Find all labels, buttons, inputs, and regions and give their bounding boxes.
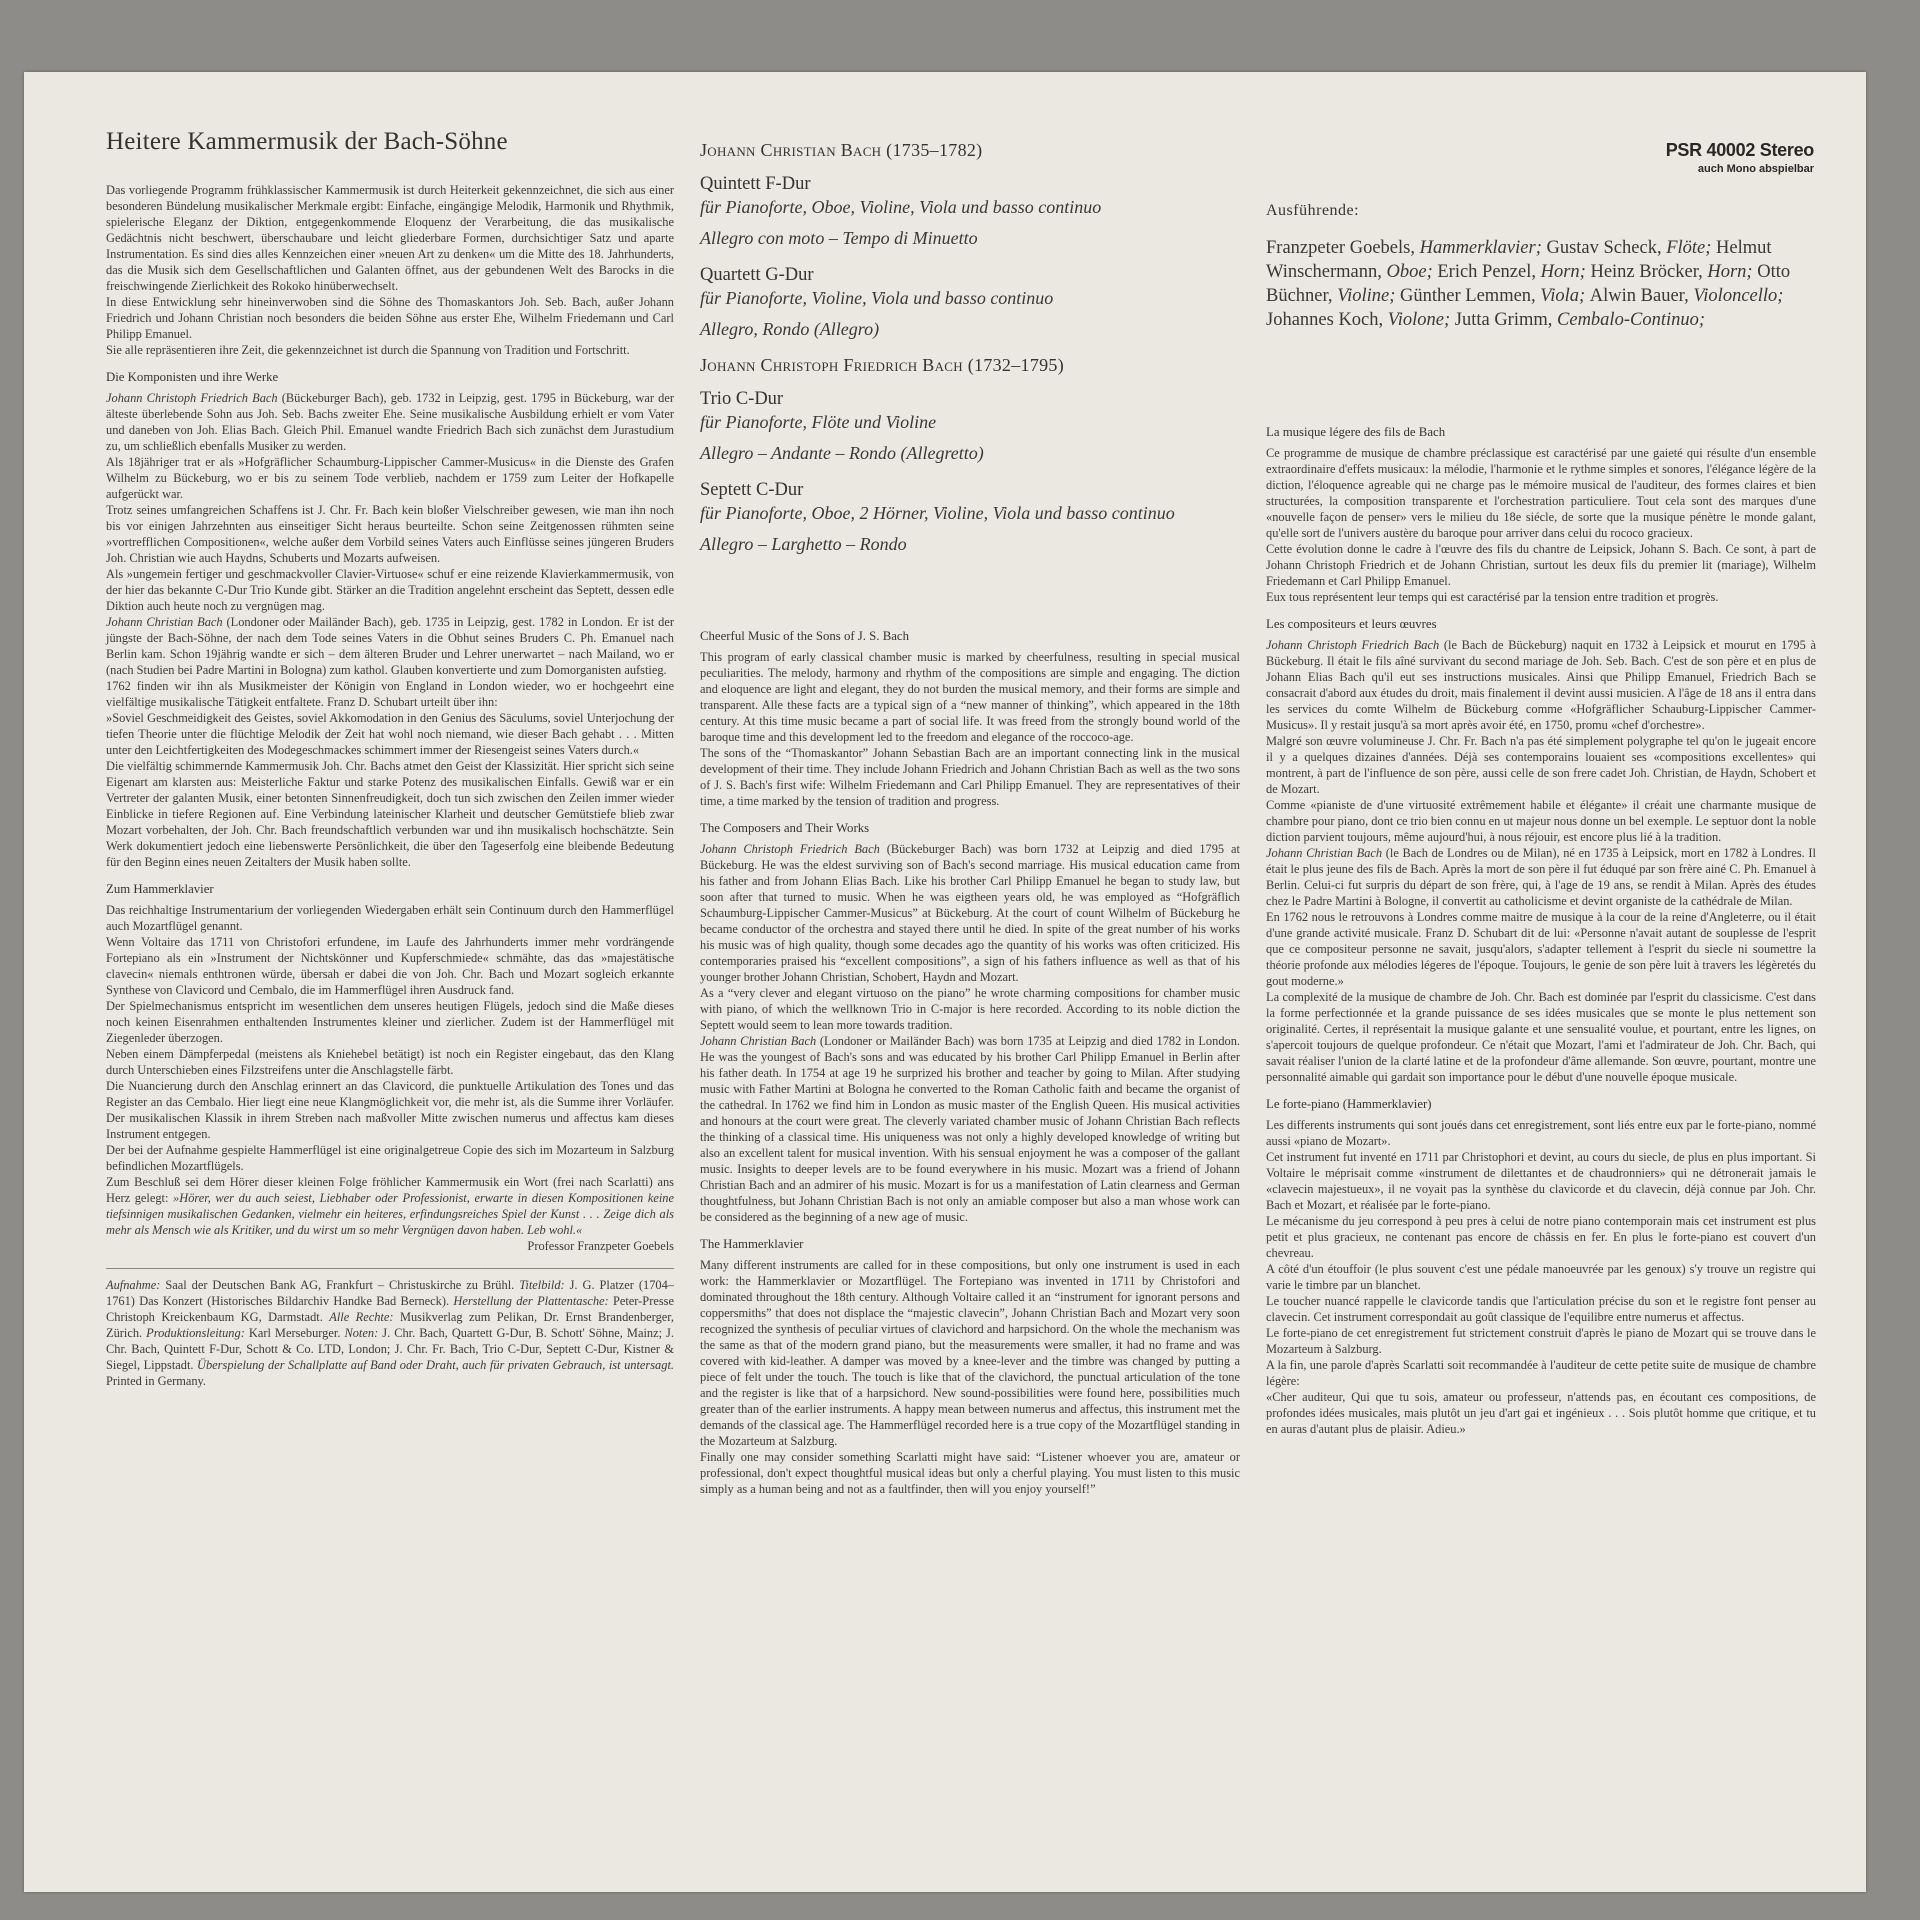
composer-text: 1762 finden wir ihn als Musikmeister der Königin von England in London wieder, wo er hochgeehrt eine vielfältige musikalische Tätigkeit entfaltete. Franz D. Schubart urteilt über ihn:	[106, 679, 674, 709]
composer-paragraph	[106, 454, 674, 502]
paragraph: A la fin, une parole d'après Scarlatti soit recommandée à l'auditeur de cette petite suite de musique de chambre légère:	[1266, 1358, 1816, 1388]
closing-text: Zum Beschluß sei dem Hörer dieser kleinen Folge fröhlicher Kammermusik ein Wort (frei nach Scarlatti) ans Herz gelegt:	[106, 1175, 674, 1205]
composer-text: Malgré son œuvre volumineuse J. Chr. Fr. Bach n'a pas été simplement polygraphe tel qu'on le jugeait encore il y a quelques dizaines d'années. Déjà ses contemporains louaient ses «compositions excellentes» qui montrent, à part de l'influence de son père, aussi celle de son frere cadet Joh. Christian, de Haydn, Schobert et de Mozart.	[1266, 734, 1816, 796]
french-heading: La musique légere des fils de Bach	[1266, 425, 1446, 439]
english-composers-heading: The Composers and Their Works	[700, 821, 870, 835]
paragraph: Les differents instruments qui sont joués dans cet enregistrement, sont liés entre eux par le forte-piano, nommé aussi «piano de Mozart».	[1266, 1118, 1816, 1148]
composer-text: Als 18jähriger trat er als »Hofgräflicher Schaumburg-Lippischer Cammer-Musicus« in die Dienste des Grafen Wilhelm zu Bückeburg, wo er bis zu seinem Tode verblieb, nachdem er 1759 zum Leiter der Hofkapelle aufgerückt war.	[106, 455, 674, 501]
work-title: Trio C-Dur	[700, 389, 784, 409]
german-hammer	[106, 902, 674, 1174]
credit-text: Saal der Deutschen Bank AG, Frankfurt – Christuskirche zu Brühl.	[160, 1278, 520, 1292]
composer-name: Johann Christoph Friedrich Bach	[1266, 638, 1440, 652]
german-body	[106, 182, 674, 1389]
credits	[106, 1268, 674, 1389]
work-title: Septett C-Dur	[700, 480, 804, 500]
performer-name: Franzpeter Goebels,	[1266, 238, 1420, 258]
performer-role: Horn;	[1540, 262, 1591, 282]
performers-list	[1266, 236, 1816, 332]
work-entry	[700, 173, 1240, 250]
performer-role: Violoncello;	[1693, 286, 1784, 306]
composer-text: (Londoner or Mailänder Bach) was born 1735 at Leipzig and died 1782 in London. He was the youngest of Bach's sons and was educated by his brother Carl Philipp Emanuel in Berlin after his father death. In 1754 at age 19 he surprized his brother and teacher by going to Milan. After studying music with Father Martini at Bologna he converted to the Roman Catholic faith and became the organist of the cathedral. In 1762 we find him in London as music master of the English Queen. His musical activities and honours at the court were great. The cleverly variated chamber music of Johann Christian Bach reflects the thinking of a classical time. His uniqueness was not only a highly developed knowledge of writing but also an excellent talent for musical invention. With his sensual enjoyment he was a composer of the gallant music. Insights to deeper levels are to be found everywhere in his music. Mozart was a friend of Johann Christian Bach and an admirer of his music. Mozart is for us a manifestation of Latin clearness and German thoughtfulness, but Johann Christian Bach is not only an amiable composer but also a man whose work can be considered as the beginning of a new age of music.	[700, 1034, 1240, 1224]
paragraph: This program of early classical chamber music is marked by cheerfulness, resulting in special musical peculiarities. The melody, harmony and rhythm of the compositions are simple and engaging. The diction and eloquence are light and elegant, they do not burden the musical memory, and their forms are simple and transparent. Alle these facts are a typical sign of a “new manner of thinking”, which appeared in the 18th century. At this time music became a part of social life. It was freed from the strongly bound world of the baroque time and this development led to the freedom and elegance of the roccoco-age.	[700, 650, 1240, 744]
paragraph: Das reichhaltige Instrumentarium der vorliegenden Wiedergaben erhält sein Continuum durch den Hammerflügel auch Mozartflügel genannt.	[106, 903, 674, 933]
composer-paragraph	[106, 566, 674, 614]
composer-paragraph	[106, 710, 674, 758]
paragraph: In diese Entwicklung sehr hineinverwoben sind die Söhne des Thomaskantors Joh. Seb. Bach, außer Johann Friedrich und Johann Christian noch besonders die beiden Söhne aus erster Ehe, Wilhelm Friedemann und Carl Philipp Emanuel.	[106, 295, 674, 341]
credit-text: J. Chr. Bach, Quartett G-Dur, B. Schott' Söhne, Mainz; J. Chr. Bach, Quintett F-Dur, Schott & Co. LTD, London; J. Chr. Fr. Bach, Trio C-Dur, Septett C-Dur, Kistner & Siegel, Lippstadt.	[106, 1326, 674, 1372]
composer-name: Johann Christoph Friedrich Bach	[700, 842, 880, 856]
performers-heading: Ausführende:	[1266, 202, 1360, 219]
composer-name: Johann Christoph Friedrich Bach	[106, 391, 278, 405]
performer-name: Otto Büchner,	[1266, 262, 1791, 306]
credit-label: Titelbild:	[519, 1278, 565, 1292]
credit-label: Herstellung der Plattentasche:	[453, 1294, 609, 1308]
mono-note: auch Mono abspielbar	[1697, 163, 1814, 175]
credit-label: Produktionsleitung:	[146, 1326, 245, 1340]
composer-text: En 1762 nous le retrouvons à Londres comme maitre de musique à la cour de la reine d'Angleterre, ou il était d'une grande activité musicale. Franz D. Schubart dit de lui: «Personne n'avait autant de souplesse de l'esprit que ce compositeur personne ne savait, jusqu'alors, s'adapter tellement à l'esprit du siecle ni soumettre la théorie profonde aux mélodies légeres de l'époque. Toujours, le genie de son père luit à travers les légèretés du gout moderne.»	[1266, 910, 1816, 988]
composer-paragraph	[700, 841, 1240, 985]
english-hammer-heading: The Hammerklavier	[700, 1237, 804, 1251]
work-movements: Allegro, Rondo (Allegro)	[700, 319, 880, 339]
english-hammer	[700, 1257, 1240, 1497]
paragraph: Cet instrument fut inventé en 1711 par Christophori et devint, au cours du siecle, de plus en plus important. Si Voltaire le méprisait comme «instrument de dilettantes et de chaudronniers» qui ne détronerait jamais le «clavecin majestueux», il ne voyait pas la synthèse du clavicorde et du clavecin, déjà connue par Joh. Chr. Bach et Mozart, et réalisée par le forte-piano.	[1266, 1150, 1816, 1212]
credit-label: Alle Rechte:	[329, 1310, 394, 1324]
credit-label: Aufnahme:	[106, 1278, 161, 1292]
work-scoring: für Pianoforte, Violine, Viola und basso continuo	[700, 288, 1054, 308]
composer-heading-jc-bach: Johann Christian Bach (1735–1782)	[700, 140, 983, 160]
composer-text: (Londoner oder Mailänder Bach), geb. 1735 in Leipzig, gest. 1782 in London. Er ist der jüngste der Bach-Söhne, der nach dem Tode seines Vaters in die Obhut seines Bruders C. Ph. Emanuel nach Berlin kam. Schon 19jährig wandte er sich – dem älteren Bruder und Lehrer unerwartet – nach Mailand, wo er (nach Studien bei Padre Martini in Bologna) zum kathol. Glauben konvertierte und zum Domorganisten aufstieg.	[106, 615, 675, 677]
work-scoring: für Pianoforte, Oboe, Violine, Viola und basso continuo	[700, 197, 1102, 217]
credit-text: J. G. Platzer (1704–1761) Das Konzert (Historisches Bildarchiv Handke Bad Berneck).	[106, 1278, 674, 1308]
catalog-number: PSR 40002 Stereo	[1665, 140, 1814, 160]
work-title: Quartett G-Dur	[700, 265, 814, 285]
french-body	[1266, 424, 1816, 1437]
work-scoring: für Pianoforte, Oboe, 2 Hörner, Violine, Viola und basso continuo	[700, 503, 1175, 523]
work-movements: Allegro con moto – Tempo di Minuetto	[700, 228, 978, 248]
composer-text: (le Bach de Bückeburg) naquit en 1732 à Leipsick et mourut en 1795 à Bückeburg. Il était le fils aîné survivant du second mariage de Joh. Seb. Bach. C'est de son père et en plus de Johann Elias Bach qu'il eut ses instructions musicales. Ainsi que Philipp Emanuel, Friedrich Bach se consacrait d'abord aux études du droit, mais finalement il devint aussi musicien. A l'âge de 18 ans il entra dans les services du comte Wilhelm de Bückeburg comme «Hofgräflicher Schauburg-Lippischer Cammer-Musicus». Il y restait jusqu'à sa mort après avoir été, en 1750, promu «chef d'orchestre».	[1266, 638, 1816, 732]
composer-paragraph	[106, 390, 674, 454]
paragraph: «Cher auditeur, Qui que tu sois, amateur ou professeur, n'attends pas, en écoutant ces compositions, de profondes idées musicales, mais plutôt un jeu d'art gai et ingénieux . . . Sois plutôt homme que critique, et tu en auras d'autant plus de plaisir. Adieu.»	[1266, 1390, 1816, 1436]
performer-name: Helmut Winschermann,	[1266, 238, 1772, 282]
composer-paragraph	[106, 758, 674, 870]
performer-role: Hammerklavier;	[1419, 238, 1547, 258]
credit-label: Überspielung der Schallplatte auf Band oder Draht, auch für privaten Gebrauch, ist untersagt.	[197, 1358, 674, 1372]
paragraph: Le forte-piano de cet enregistrement fut strictement construit d'après le piano de Mozart qui se trouve dans le Mozarteum à Salzburg.	[1266, 1326, 1816, 1356]
credit-text: Karl Merseburger.	[244, 1326, 345, 1340]
composer-text: »Soviel Geschmeidigkeit des Geistes, soviel Akkomodation in den Genius des Säculums, soviel Unterjochung der tiefen Theorie unter die flüchtige Melodik der Zeit hat wohl noch niemand, wie dieser Bach gehabt . . . Mitten unter den Leichtfertigkeiten des Modegeschmackes schimmert immer der Riesengeist seines Vaters durch.«	[106, 711, 674, 757]
composer-text: La complexité de la musique de chambre de Joh. Chr. Bach est dominée par l'esprit du classicisme. C'est dans la forme perfectionnée et la grande puissance de ses idées musicales que se monte le plus nettement son originalité. Certes, il représentait la musique galante et une sensualité voulue, et pourtant, entre les lignes, on s'apercoit toujours de quelque profondeur. Ce n'était que Mozart, l'ami et l'admirateur de Joh. Chr. Bach, qui savait réaliser l'union de la clarté latine et de la profondeur d'âme allemande. Son œuvre, pourtant, montre une personnalité aimable qui gardait son importance pour le début d'une nouvelle époque musicale.	[1266, 990, 1816, 1084]
paragraph: Sie alle repräsentieren ihre Zeit, die gekennzeichnet ist durch die Spannung von Tradition und Fortschritt.	[106, 343, 630, 357]
german-closing	[106, 1174, 674, 1238]
credit-text: Peter-Presse Christoph Kreickenbaum KG, Darmstadt.	[106, 1294, 674, 1324]
composer-text: Trotz seines umfangreichen Schaffens ist J. Chr. Fr. Bach kein bloßer Vielschreiber gewesen, wie man ihn noch bis vor einigen Jahrzehnten aus einseitiger Sicht heraus beurteilte. Schon seine Zeitgenossen rühmten seine »vortrefflichen Compositionen«, welche außer dem Vorbild seines Vaters auch Einflüsse seines jüngeren Bruders Joh. Christian wie auch Haydns, Schuberts und Mozarts aufweisen.	[106, 503, 674, 565]
composer-text: Comme «pianiste de d'une virtuosité extrêmement habile et élégante» il créait une charmante musique de chambre pour piano, dont ce trio bien connu en ut majeur nous donne un bel exemple. Le septuor dont la noble diction parvient toujours, même aujourd'hui, à nous réjouir, est encore plus lié à la tradition.	[1266, 798, 1816, 844]
composer-name: Johann Christian Bach	[106, 615, 223, 629]
paragraph: Die Nuancierung durch den Anschlag erinnert an das Clavicord, die punktuelle Artikulation des Tones und das Register an das Cembalo. Hier liegt eine neue Klangmöglichkeit vor, die mehr ist, als die Summe ihrer Vorläufer. Der musikalischen Klassik in ihrem Streben nach maßvoller Mitte zwischen numerus und affectus kam dieses Instrument entgegen.	[106, 1079, 674, 1141]
composer-paragraph	[1266, 733, 1816, 797]
composer-text: Als »ungemein fertiger und geschmackvoller Clavier-Virtuose« schuf er eine reizende Klavierkammermusik, von der hier das bekannte C-Dur Trio Kunde gibt. Stärker an die Tradition angelehnt erscheint das Septett, dessen edle Diktion auch heute noch zu vergnügen mag.	[106, 567, 674, 613]
german-hammer-heading: Zum Hammerklavier	[106, 882, 214, 896]
composer-text: As a “very clever and elegant virtuoso on the piano” he wrote charming compositions for chamber music with piano, of which the wellknown Trio in C-major is here recorded. According to its noble diction the Septett would seem to lean more towards tradition.	[700, 986, 1240, 1032]
german-composers	[106, 390, 674, 870]
performer-role: Violine;	[1337, 286, 1401, 306]
performer-role: Horn;	[1707, 262, 1758, 282]
composer-paragraph	[106, 502, 674, 566]
works-jc-bach	[700, 173, 1240, 341]
german-intro	[106, 182, 674, 358]
performer-name: Günther Lemmen,	[1400, 286, 1541, 306]
performer-role: Violone;	[1387, 310, 1455, 330]
french-composers	[1266, 637, 1816, 1085]
english-body	[700, 628, 1240, 1497]
paragraph: Many different instruments are called for in these compositions, but only one instrument is used in each work: the Hammerklavier or Mozartflügel. The Fortepiano was invented in 1711 by Christofori and dominated throughout the 18th century. Although Voltaire called it an “instrument for ignorant persons and coppersmiths” that does not displace the “majestic clavecin”, Johann Christian Bach and Mozart very soon recognized the synthesis of peculiar virtues of clavichord and harpsichord. On the whole the mechanism was the same as that of the modern grand piano, but the measurements were smaller, it had no frame and was covered with kid-leather. A damper was moved by a knee-lever and the timbre was changed by putting a piece of felt under the touch. The touch is like that of the clavichord, the punctual articulation of the tone and the register is like that of a harpsichord. New sound-possibilities were found here, possibilities much greater than of the earlier instruments. A happy mean between numerus and affectus, this instrument met the demands of the classical age. The Hammerflügel recorded here is a true copy of the Mozartflügel standing in the Mozarteum at Salzburg.	[700, 1258, 1240, 1448]
work-entry	[700, 388, 1240, 465]
composer-text: (le Bach de Londres ou de Milan), né en 1735 à Leipsick, mort en 1782 à Londres. Il était le plus jeune des fils de Bach. Après la mort de son père il fut éduqué par son frère ainé C. Ph. Emanuel à Berlin. Celui-ci fut surpris du départ de son frère, qui, à l'age de 19 ans, se rendit à Milan. Après des études chez le Padre Martini à Bologne, il convertit au catholicisme et devint organiste de la cathédrale de Milan.	[1266, 846, 1816, 908]
performer-role: Viola;	[1540, 286, 1590, 306]
french-composers-heading: Les compositeurs et leurs œuvres	[1266, 617, 1437, 631]
performer-name: Johannes Koch,	[1266, 310, 1388, 330]
german-column	[106, 128, 674, 1389]
paragraph: Neben einem Dämpferpedal (meistens als Kniehebel betätigt) ist noch ein Register eingebaut, das den Klang durch Unterschieben eines Filzstreifens unter die Anschlagstelle färbt.	[106, 1047, 674, 1077]
french-hammer	[1266, 1117, 1816, 1437]
english-heading: Cheerful Music of the Sons of J. S. Bach	[700, 629, 909, 643]
performer-name: Erich Penzel,	[1437, 262, 1541, 282]
performer-role: Oboe;	[1386, 262, 1438, 282]
works-jcf-bach	[700, 388, 1240, 556]
composer-paragraph	[700, 1033, 1240, 1225]
french-intro	[1266, 445, 1816, 605]
work-scoring: für Pianoforte, Flöte und Violine	[700, 412, 937, 432]
credit-text: Printed in Germany.	[106, 1374, 207, 1388]
paragraph: Der Spielmechanismus entspricht im wesentlichen dem unseres heutigen Flügels, jedoch sind die Maße dieses noch keinen Eisenrahmen enthaltenden Instrumentes kleiner und zierlicher. Zudem ist der Hammerflügel mit Ziegenleder überzogen.	[106, 999, 674, 1045]
paragraph: Ce programme de musique de chambre préclassique est caractérisé par une gaieté qui résulte d'un ensemble extraordinaire d'effets musicaux: la mélodie, l'harmonie et le rythme simples et sonores, l'élégance légère de la diction, l'éloquence agreable qui ne charge pas le mémoire musical de l'auditeur, des formes claires et bien structurées, la composition transparente et l'orchestration particuliere. Tout cela sont des marques d'une «nouvelle façon de penser» vers le milieu du 18e siécle, de sorte que la musique pénètre le monde galant, qu'elle sort de l'univers austère du baroque pour arriver dans celui du rococo gracieux.	[1266, 446, 1816, 540]
performer-name: Heinz Bröcker,	[1590, 262, 1708, 282]
closing-quote: »Hörer, wer du auch seiest, Liebhaber oder Professionist, erwarte in diesen Kompositionen keine tiefsinnigen musikalischen Gedanken, vielmehr ein heiteres, erfindungsreiches Spiel der Kunst . . . Zeige dich als mehr als Mensch wie als Kritiker, und du wirst um so mehr Vergnügen davon haben. Leb wohl.«	[106, 1191, 674, 1237]
paragraph: Cette évolution donne le cadre à l'œuvre des fils du chantre de Leipsick, Johann S. Bach. Ce sont, à part de Johann Christoph Friedrich et de Johann Christian, surtout les deux fils du premier lit (mariage), Wilhelm Friedemann et Carl Philipp Emanuel.	[1266, 542, 1816, 588]
composer-paragraph	[106, 678, 674, 710]
performer-name: Alwin Bauer,	[1589, 286, 1694, 306]
composer-name: Johann Christian Bach	[700, 1034, 817, 1048]
paragraph: Wenn Voltaire das 1711 von Christofori erfundene, im Laufe des Jahrhunderts immer mehr vordrängende Fortepiano als ein »Instrument der Nichtskönner und Kupferschmiede« schmähte, das das »majestätische clavecin« niemals enthtronen würde, übersah er dabei die von Joh. Chr. Bach und Mozart sogleich erkannte Synthese von Clavicord und Cembalo, die im Hammerflügel ihren Ausdruck fand.	[106, 935, 674, 997]
english-intro	[700, 649, 1240, 809]
composer-text: (Bückeburger Bach), geb. 1732 in Leipzig, gest. 1795 in Bückeburg, war der älteste überlebende Sohn aus Joh. Seb. Bachs zweiter Ehe. Seine musikalische Ausbildung erhielt er vom Vater und daneben von Joh. Elias Bach. Gleich Phil. Emanuel wandte Friedrich Bach sich zunächst dem Jurastudium zu, um schließlich ebenfalls Musiker zu werden.	[106, 391, 674, 453]
work-movements: Allegro – Larghetto – Rondo	[700, 534, 907, 554]
credit-label: Noten:	[344, 1326, 379, 1340]
paragraph: Eux tous représentent leur temps qui est caractérisé par la tension entre tradition et progrès.	[1266, 590, 1719, 604]
composer-paragraph	[1266, 637, 1816, 733]
middle-column	[700, 140, 1240, 1497]
composer-heading-jcf-bach: Johann Christoph Friedrich Bach (1732–1795)	[700, 355, 1065, 375]
credit-text: Musikverlag zum Pelikan, Dr. Ernst Brandenberger, Zürich.	[106, 1310, 675, 1340]
paragraph: Le mécanisme du jeu correspond à peu pres à celui de notre piano contemporain mais cet instrument est plus petit et plus gracieux, ne contenant pas encore de châssis en fer. En plus le forte-piano est couvert d'un chevreau.	[1266, 1214, 1816, 1260]
work-entry	[700, 479, 1240, 556]
composer-text: (Bückeburger Bach) was born 1732 at Leipzig and died 1795 at Bückeburg. He was the eldest surviving son of Bach's second marriage. His musical education came from his father and from Johann Elias Bach. Like his brother Carl Philipp Emanuel he began to study law, but soon after that turned to music. When he was eigtheen years old, he was employed as “Hofgräflich Schaumburg-Lippischer Cammer-Musicus” at Bückeburg. At the court of count Wilhelm of Bückeburg he became conductor of the orchestra and stayed there until he died. In spite of the great number of his works his music was of high quality, though some decades ago the quantity of his works was often criticized. His contemporaries praised his “excellent compositions”, a sign of his fathers influence as well as that of his younger brother Johann Christian, Schobert, Haydn and Mozart.	[700, 842, 1240, 984]
paragraph: Finally one may consider something Scarlatti might have said: “Listener whoever you are, amateur or professional, don't expect thoughtful musical ideas but only a cherful playing. You must listen to this music simply as a human being and not as a faultfinder, then will you enjoy yourself!”	[700, 1450, 1240, 1496]
composer-paragraph	[1266, 845, 1816, 909]
composer-name: Johann Christian Bach	[1266, 846, 1383, 860]
paragraph: Der bei der Aufnahme gespielte Hammerflügel ist eine originalgetreue Copie des sich im Mozarteum in Salzburg befindlichen Mozartflügels.	[106, 1143, 674, 1173]
performer-role: Flöte;	[1666, 238, 1717, 258]
composer-paragraph	[1266, 989, 1816, 1085]
paragraph: Das vorliegende Programm frühklassischer Kammermusik ist durch Heiterkeit gekennzeichnet, die sich aus einer besonderen Bündelung musikalischer Merkmale ergibt: Einfache, eingängige Melodik, Harmonik und Rhythmik, spielerische Eleganz der Diktion, entgegenkommende Eloquenz der Verarbeitung, die das musikalische Gedächtnis nicht beschwert, überschaubare und leicht gliederbare Formen, durchsichtiger Satz und aparte Instrumentation. Es sind dies alles Kennzeichen einer »neuen Art zu denken« um die Mitte des 18. Jahrhunderts, das die Musik sich dem Gesellschaftlichen und Galanten öffnet, aus der gebundenen Welt des Barocks in die freischwingende Zierlichkeit des Rokoko hinüberwechselt.	[106, 183, 674, 293]
composer-paragraph	[106, 614, 674, 678]
paragraph: A côté d'un étouffoir (le plus souvent c'est une pédale manoeuvrée par les genoux) s'y trouve un registre qui varie le timbre par un blanchet.	[1266, 1262, 1816, 1292]
paragraph: The sons of the “Thomaskantor” Johann Sebastian Bach are an important connecting link in the musical development of their time. They include Johann Friedrich and Johann Christian Bach as well as the two sons of J. S. Bach's first wife: Wilhelm Friedemann and Carl Philipp Emanuel. They are representatives of their time, a time marked by the tension of tradition and progress.	[700, 746, 1240, 808]
composer-paragraph	[1266, 909, 1816, 989]
performer-role: Cembalo-Continuo;	[1557, 310, 1706, 330]
signature: Professor Franzpeter Goebels	[527, 1239, 674, 1253]
work-entry	[700, 264, 1240, 341]
paragraph: Le toucher nuancé rappelle le clavicorde tandis que l'articulation précise du son et le registre font penser au clavecin. Cet instrument correspondait au goût classique de l'equilibre entre numerus et affectus.	[1266, 1294, 1816, 1324]
composer-paragraph	[1266, 797, 1816, 845]
german-composers-heading: Die Komponisten und ihre Werke	[106, 370, 279, 384]
performer-name: Gustav Scheck,	[1546, 238, 1667, 258]
english-composers	[700, 841, 1240, 1225]
right-column	[1266, 140, 1816, 1437]
french-hammer-heading: Le forte-piano (Hammerklavier)	[1266, 1097, 1432, 1111]
performer-name: Jutta Grimm,	[1454, 310, 1558, 330]
work-movements: Allegro – Andante – Rondo (Allegretto)	[700, 443, 984, 463]
composer-text: Die vielfältig schimmernde Kammermusik Joh. Chr. Bachs atmet den Geist der Klassizität. Hier spricht sich seine Eigenart am klarsten aus: Meisterliche Faktur und starke Potenz des musikalischen Einfalls. Gewiß war er ein Vertreter der galanten Musik, einer betonten Sinnenfreudigkeit, doch tun sich zwischen den Zeilen immer wieder Einblicke in tiefere Regionen auf. Eine Verbindung lateinischer Klarheit und deutscher Gemütstiefe blieb zwar Mozart vorbehalten, der Joh. Chr. Bach freundschaftlich verbunden war und ihn musikalisch hochschätzte. Sein Werk dokumentiert jedoch eine liebenswerte Persönlichkeit, die über den Tageserfolg eine bleibende Bedeutung für den Beginn eines neuen Zeitalters der Musik haben sollte.	[106, 759, 674, 869]
composer-paragraph	[700, 985, 1240, 1033]
album-title: Heitere Kammermusik der Bach-Söhne	[106, 128, 508, 155]
work-title: Quintett F-Dur	[700, 174, 811, 194]
